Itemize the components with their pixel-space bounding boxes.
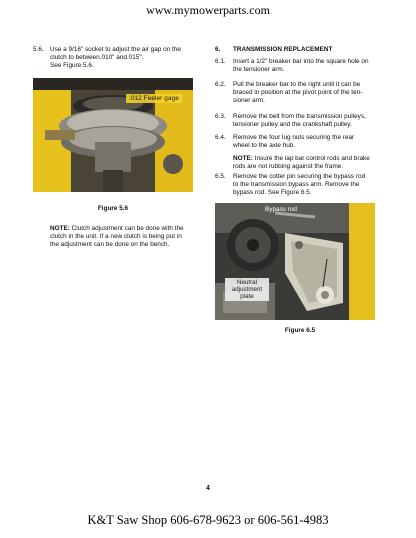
figure-6-5-caption: Figure 6.5 (284, 327, 316, 334)
step-number: 5.6. (33, 46, 44, 53)
step-text (233, 113, 366, 129)
step-line: bypass rod. See Figure 6.5. (233, 189, 312, 197)
step-line: See Figure 5.6. (50, 62, 94, 70)
step-line: braced in position at the pivot point of the ten- (233, 89, 363, 97)
label-line: adjustment (231, 286, 263, 293)
step-6-4 (215, 134, 390, 152)
step-line: Remove the belt from the transmission pulleys, (233, 113, 366, 120)
feeler-gage-label: .012 Feeler gage (126, 94, 182, 103)
clutch-note (50, 225, 220, 249)
step-number: 6.1. (215, 58, 226, 65)
note-line: rods are not rubbing against the frame. (233, 163, 344, 171)
lap-bar-note (233, 155, 398, 171)
note-text: Insure the lap bar control rods and brake (252, 155, 370, 162)
note-label: NOTE: (50, 225, 70, 232)
note-line: the adjustment can be done on the bench. (50, 241, 170, 249)
section-title: TRANSMISSION REPLACEMENT (233, 46, 333, 53)
transmission-photo-image (215, 203, 375, 320)
step-6-3 (215, 113, 390, 131)
step-line: sioner arm. (233, 97, 265, 105)
step-line: Remove the cotter pin securing the bypass rod (233, 173, 366, 180)
step-text (233, 173, 365, 197)
note-line (233, 155, 398, 163)
step-line: the tensioner arm. (233, 66, 285, 74)
step-text (233, 134, 354, 150)
step-6-2 (215, 81, 390, 107)
step-5-6 (33, 46, 203, 72)
clutch-photo (33, 78, 193, 192)
bypass-rod-label: Bypass rod (265, 206, 297, 213)
page-number: 4 (206, 485, 210, 492)
transmission-photo (215, 203, 375, 320)
section-heading (215, 46, 333, 53)
step-number: 6.4. (215, 134, 226, 141)
step-number: 6.5. (215, 173, 226, 180)
note-text: Clutch adjustment can be done with the (69, 225, 184, 232)
step-6-5 (215, 173, 390, 199)
step-line: clutch to between.010" and.015". (50, 54, 144, 62)
label-line: plate (240, 293, 254, 300)
step-number: 6.3. (215, 113, 226, 120)
step-line: wheel to the axle hub. (233, 142, 296, 150)
note-label: NOTE: (233, 155, 253, 162)
step-line: tensioner pulley and the crankshaft pulley. (233, 121, 352, 129)
step-line: Use a 9/16" socket to adjust the air gap on the (50, 46, 181, 53)
step-6-1 (215, 58, 390, 76)
step-text (50, 46, 181, 70)
label-line: Neutral (237, 279, 257, 286)
step-line: Remove the four lug nuts securing the rear (233, 134, 355, 141)
step-number: 6.2. (215, 81, 226, 88)
neutral-plate-label (225, 278, 269, 301)
section-number: 6. (215, 46, 221, 53)
note-line: clutch in the unit. If a new clutch is being put in (50, 233, 182, 241)
step-line: Pull the breaker bar to the right until it can be (233, 81, 361, 88)
figure-5-6-caption: Figure 5.6 (97, 205, 129, 212)
step-line: Insert a 1/2" breaker bar into the square hole on (233, 58, 369, 65)
step-line: to the transmission bypass arm. Remove the (233, 181, 360, 189)
shop-contact-footer: K&T Saw Shop 606-678-9623 or 606-561-4983 (87, 513, 329, 527)
step-text (233, 58, 369, 74)
note-line (50, 225, 220, 233)
step-text (233, 81, 362, 105)
site-url-header: www.mymowerparts.com (146, 3, 270, 17)
